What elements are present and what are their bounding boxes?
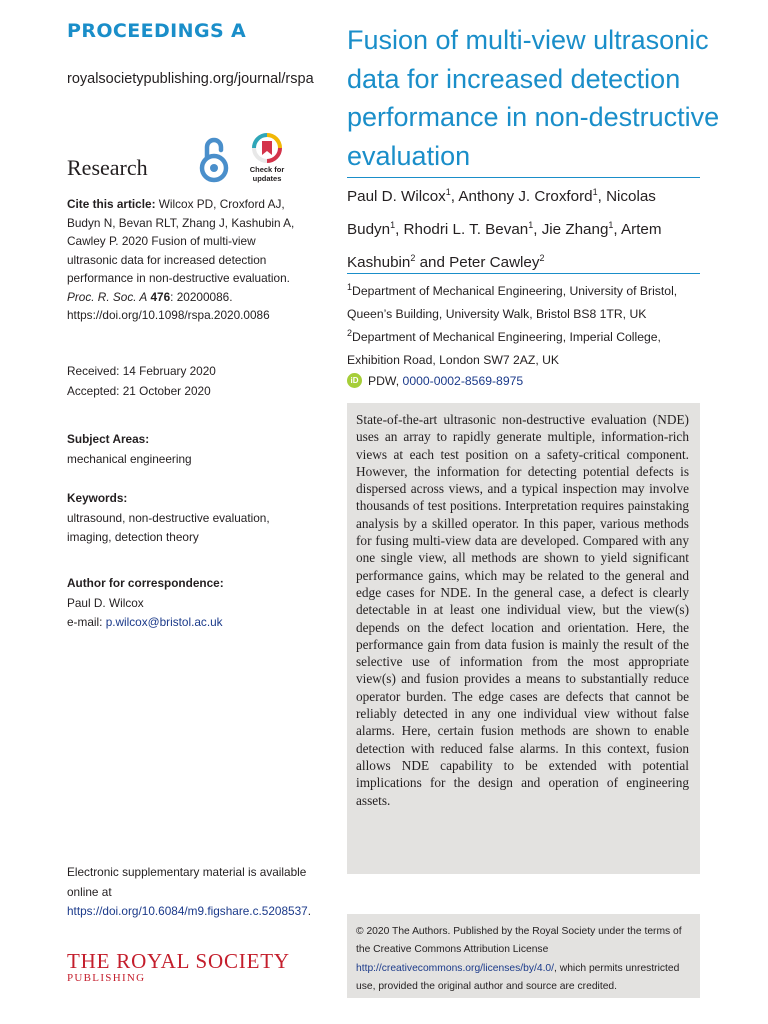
author-name: Artem Kashubin [347,221,662,271]
citation-block [67,195,297,325]
publisher-name: THE ROYAL SOCIETY [67,949,290,973]
keywords [67,489,297,548]
cite-volume: 476 [150,289,171,304]
cite-journal: Proc. R. Soc. A [67,289,148,304]
email-label: e-mail: [67,615,106,629]
cite-doi[interactable]: https://doi.org/10.1098/rspa.2020.0086 [67,308,270,322]
author-separator: , [597,188,607,205]
author-affiliation-mark: 2 [539,252,545,263]
correspondence-heading: Author for correspondence: [67,576,224,590]
esm-link[interactable]: https://doi.org/10.6084/m9.figshare.c.5208537 [67,904,308,918]
author-list [347,180,707,279]
orcid-icon: iD [347,373,362,388]
check-updates-label: Check for updates [249,165,285,183]
author-affiliation-mark: 1 [390,219,396,230]
affiliation-number: 1 [347,281,353,292]
orcid-initials: PDW, [368,373,403,388]
article-title: Fusion of multi-view ultrasonic data for increased detection performance in non-destructive evaluation [347,25,720,171]
license-box [347,914,700,998]
article-type-label: Research [67,155,148,180]
subject-areas [67,430,297,469]
authors-divider [347,273,700,274]
author-name: Jie Zhang [541,221,609,238]
author-affiliation-mark: 1 [592,186,598,197]
cite-article: : 20200086. [170,289,233,304]
publisher-sub: PUBLISHING [67,972,146,984]
keywords-value: ultrasound, non-destructive evaluation, imaging, detection theory [67,510,270,544]
orcid-line [347,373,523,388]
license-text-1: © 2020 The Authors. Published by the Royal Society under the terms of the Creative Commons Attribution License [356,926,682,956]
email-link[interactable]: p.wilcox@bristol.ac.uk [105,615,223,629]
author-affiliation-mark: 1 [445,186,451,197]
esm-end: . [307,904,311,918]
license-link[interactable]: http://creativecommons.org/licenses/by/4.0/ [356,962,555,974]
author-name: Peter Cawley [449,254,540,271]
author-name: Rhodri L. T. Bevan [403,221,529,238]
subject-value: mechanical engineering [67,451,192,466]
dates-block [67,362,216,401]
author-separator: and [415,254,450,271]
abstract-text: State-of-the-art ultrasonic non-destructive evaluation (NDE) uses an array to rapidly generate multiple, information-rich views at each test position on a safety-critical component. However, the information for detecting potential defects is dispersed across views, and a typical inspection may involve thousands of test positions. Interpretation requires painstaking analysis by a skilled operator. In this paper, various methods for fusing multi-view data are developed. Compared with any one single view, all methods are shown to yield significant performance gains, which may be related to the general and edge cases for NDE. In the general case, a defect is clearly detectable in at least one individual view, but the view(s) depends on the defect location and orientation. Here, the performance gain from data fusion is mainly the result of the selective use of information from the most appropriate view(s) and fusion provides a means to substantially reduce operator burden. The edge cases are defects that cannot be reliably detected in any one individual view without false alarms. Here, certain fusion methods are shown to enable detection with reduced false alarms. In this context, fusion allows NDE capability to be extended with potential implications for the design and operation of engineering assets. [356,412,689,808]
accepted-date: Accepted: 21 October 2020 [67,383,211,398]
affiliation-text: Department of Mechanical Engineering, University of Bristol, Queen’s Building, University Walk, Bristol BS8 1TR, UK [347,284,678,321]
affiliation [347,280,700,326]
check-for-updates-badge[interactable] [243,133,291,183]
author-separator: , [450,188,459,205]
cite-text: Wilcox PD, Croxford AJ, Budyn N, Bevan RLT, Zhang J, Kashubin A, Cawley P. 2020 Fusion of multi-view ultrasonic data for increased detection performance in non-destructive evaluation. [67,197,295,285]
affiliation-text: Department of Mechanical Engineering, Imperial College, Exhibition Road, London SW7 2AZ, UK [347,330,661,367]
correspondence-name: Paul D. Wilcox [67,595,144,610]
check-updates-icon [252,133,282,163]
royal-society-logo[interactable] [67,950,290,984]
author-separator: , [613,221,622,238]
keywords-heading: Keywords: [67,491,128,505]
author-affiliation-mark: 2 [410,252,416,263]
affiliation-number: 2 [347,327,353,338]
journal-name: PROCEEDINGS A [67,20,247,42]
open-access-icon [198,134,230,184]
license-text-2: , which permits unrestricted use, provided the original author and source are credited. [356,962,680,992]
subject-heading: Subject Areas: [67,432,150,446]
author-name: Paul D. Wilcox [347,188,446,205]
esm-text: Electronic supplementary material is available online at [67,865,307,899]
author-separator: , [395,221,404,238]
author-name: Anthony J. Croxford [458,188,593,205]
journal-url[interactable]: royalsocietypublishing.org/journal/rspa [67,71,314,87]
author-affiliation-mark: 1 [608,219,614,230]
author-separator: , [533,221,542,238]
author-affiliation-mark: 1 [528,219,534,230]
affiliation [347,326,700,372]
received-date: Received: 14 February 2020 [67,364,216,378]
cite-label: Cite this article: [67,197,156,211]
supplementary-material [67,863,311,922]
abstract-box [347,403,700,874]
affiliations [347,280,700,372]
author-name: Nicolas Budyn [347,188,656,238]
title-divider [347,177,700,178]
correspondence [67,574,297,633]
orcid-link[interactable]: 0000-0002-8569-8975 [402,373,524,388]
